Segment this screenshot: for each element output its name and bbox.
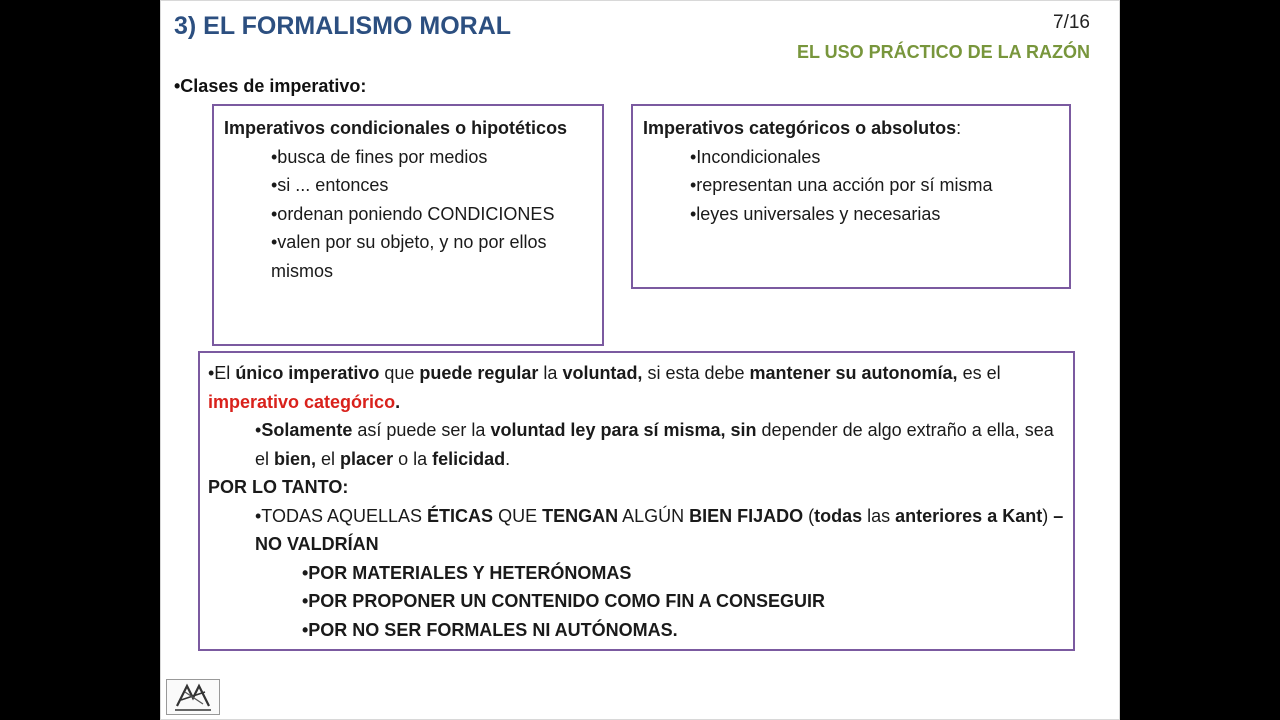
text-run: QUE bbox=[493, 505, 543, 526]
text-run: voluntad ley para sí misma, sin bbox=[490, 420, 757, 440]
text-run: que bbox=[379, 363, 420, 383]
slide-title: 3) EL FORMALISMO MORAL bbox=[174, 12, 512, 40]
conditional-imperatives-box bbox=[212, 104, 604, 346]
paragraph-unique-imperative bbox=[208, 359, 1065, 416]
text-run: ( bbox=[803, 505, 815, 526]
text-run: o la bbox=[393, 448, 433, 469]
text-run: felicidad bbox=[432, 448, 506, 469]
text-run: BIEN FIJADO bbox=[689, 505, 804, 526]
text-run: así puede ser la bbox=[352, 420, 491, 440]
list-item: •ordenan poniendo CONDICIONES bbox=[271, 203, 555, 224]
text-run: si esta debe bbox=[642, 363, 750, 383]
conclusion-box bbox=[198, 351, 1075, 651]
reason-item: •POR MATERIALES Y HETERÓNOMAS bbox=[302, 562, 632, 583]
categorical-imperatives-box bbox=[631, 104, 1071, 289]
text-run: . bbox=[505, 448, 511, 469]
page-number: 7/16 bbox=[1053, 12, 1090, 33]
text-run: único imperativo bbox=[235, 363, 380, 383]
list-item: •si ... entonces bbox=[271, 175, 389, 195]
text-run: • bbox=[255, 420, 262, 440]
text-run: el bbox=[316, 448, 341, 469]
text-run: – NO VALDRÍAN bbox=[255, 505, 1064, 554]
section-label: •Clases de imperativo: bbox=[174, 76, 367, 96]
list-item: •Incondicionales bbox=[690, 146, 821, 167]
text-run: mantener su autonomía, bbox=[749, 363, 958, 383]
list-item: •valen por su objeto, y no por ellos mismos bbox=[271, 232, 547, 281]
reason-item: •POR PROPONER UN CONTENIDO COMO FIN A CONSEGUIR bbox=[302, 591, 825, 611]
text-run: las bbox=[862, 505, 896, 526]
text-run: voluntad, bbox=[562, 363, 643, 383]
text-run: la bbox=[538, 363, 563, 383]
text-run: bien, bbox=[274, 448, 317, 469]
text-run: ALGÚN bbox=[618, 505, 690, 526]
text-run: placer bbox=[340, 448, 394, 469]
text-run: anteriores bbox=[895, 505, 983, 526]
text-run: ) bbox=[1042, 505, 1054, 526]
conditional-heading: Imperativos condicionales o hipotéticos bbox=[224, 118, 568, 138]
text-run: Solamente bbox=[261, 420, 353, 440]
paragraph-only-way bbox=[208, 416, 1065, 473]
text-run: todas bbox=[814, 505, 863, 526]
text-run: •TODAS AQUELLAS bbox=[255, 505, 428, 526]
paragraph-all-ethics bbox=[208, 502, 1065, 559]
text-run: es el bbox=[957, 363, 1001, 383]
text-run: depender de algo extraño a ella, sea el bbox=[255, 420, 1054, 469]
text-run: . bbox=[395, 391, 401, 412]
reason-item: •POR NO SER FORMALES NI AUTÓNOMAS. bbox=[302, 619, 678, 640]
slide bbox=[160, 0, 1120, 720]
highlighted-term: imperativo categórico bbox=[208, 391, 396, 412]
text-run: TENGAN bbox=[542, 505, 619, 526]
text-run: puede regular bbox=[419, 363, 539, 383]
therefore-heading: POR LO TANTO: bbox=[208, 477, 349, 497]
text-run: a Kant bbox=[987, 505, 1043, 526]
categorical-heading: Imperativos categóricos o absolutos bbox=[643, 118, 957, 138]
list-item: •representan una acción por sí misma bbox=[690, 175, 993, 195]
categorical-heading-line bbox=[643, 114, 1059, 143]
text-run: ÉTICAS bbox=[427, 505, 494, 526]
publisher-logo-icon bbox=[166, 679, 220, 715]
list-item: •busca de fines por medios bbox=[271, 146, 488, 167]
slide-subtitle: EL USO PRÁCTICO DE LA RAZÓN bbox=[796, 42, 1090, 62]
list-item: •leyes universales y necesarias bbox=[690, 203, 941, 224]
categorical-heading-suffix: : bbox=[956, 118, 962, 138]
text-run: •El bbox=[208, 363, 236, 383]
